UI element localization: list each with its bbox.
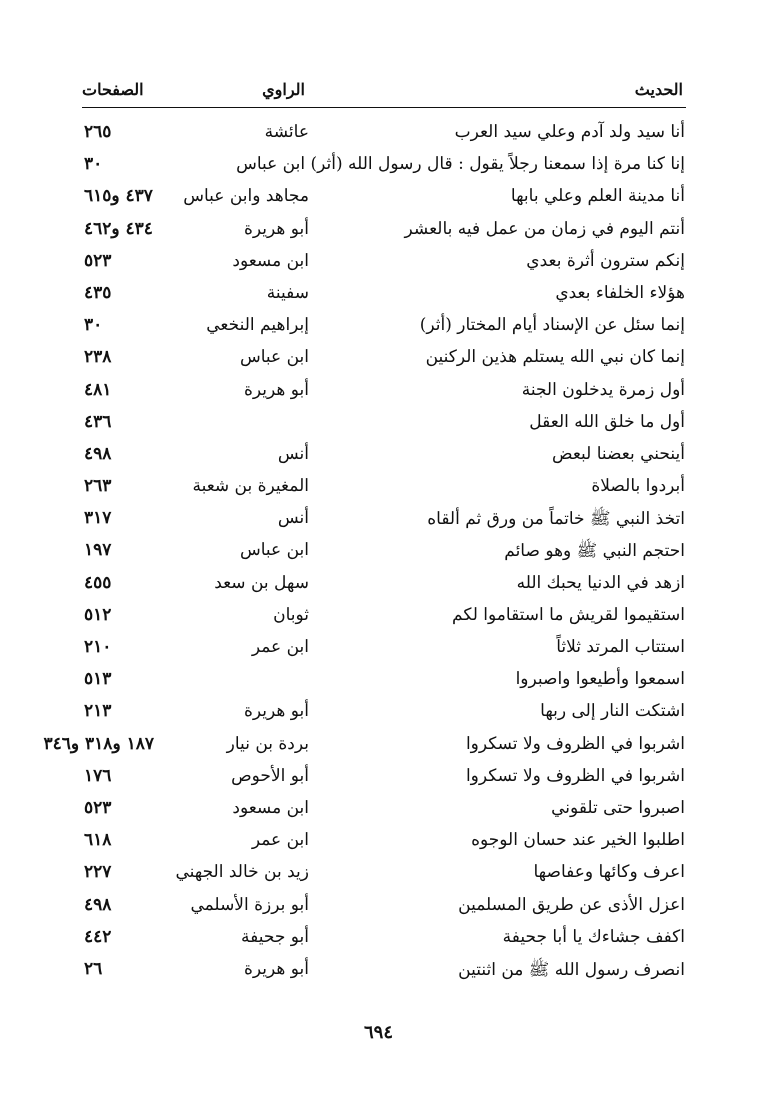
table-row [0,311,757,343]
hadith-text: إنما سئل عن الإسناد أيام المختار (أثر) [419,315,685,336]
hadith-text: اعرف وكائها وعفاصها [533,862,685,883]
narrator: عائشة [264,122,309,142]
page-refs: ٥١٢ [84,604,112,625]
narrator: ابن مسعود [232,797,309,818]
page-refs: ١٧٦ [84,765,112,786]
narrator: ابن عباس [239,540,309,561]
page-refs: ٤٨١ [84,379,112,400]
page-refs: ٣١٧ [84,508,112,529]
table-row [0,730,757,762]
page-refs: ٤٥٥ [84,572,112,593]
page-refs: ١٩٧ [84,540,112,561]
table-row [0,569,757,601]
hadith-text: اطلبوا الخير عند حسان الوجوه [471,830,685,851]
table-row [0,923,757,955]
page-refs: ٣٠ [84,154,103,175]
page-refs: ٦١٨ [84,830,112,851]
table-row [0,858,757,890]
hadith-text: أنا سيد ولد آدم وعلي سيد العرب [454,122,685,142]
narrator: ابن عمر [251,637,309,657]
hadith-text: أنتم اليوم في زمان من عمل فيه بالعشر [404,218,685,239]
table-row [0,182,757,214]
table-row [0,633,757,665]
hadith-text: إنا كنا مرة إذا سمعنا رجلاً يقول : قال رسول الله (أثر) ابن عباس [236,154,685,175]
table-row [0,536,757,568]
header-rawi: الراوي [262,80,305,99]
hadith-text: اصبروا حتى تلقوني [551,797,685,818]
table-row [0,408,757,440]
table-row [0,826,757,858]
narrator: مجاهد وابن عباس [183,186,309,207]
narrator: سفينة [266,282,309,303]
narrator: أبو هريرة [243,379,309,400]
page-refs: ٤٣٦ [84,411,112,432]
narrator: بردة بن نيار [226,733,309,754]
narrator: ثوبان [273,604,309,625]
page-refs: ١٨٧ و٣١٨ و٣٤٦ [43,733,154,754]
hadith-text: إنكم سترون أثرة بعدي [526,250,685,271]
page-refs: ٢٦٣ [84,476,112,497]
narrator: أبو جحيفة [241,926,309,947]
header-rule [82,107,686,108]
narrator: أنس [277,443,309,464]
narrator: أبو هريرة [243,218,309,239]
table-row [0,150,757,182]
page-refs: ٤٣٥ [84,282,112,303]
narrator: المغيرة بن شعبة [192,476,309,497]
table-row [0,247,757,279]
hadith-text: أينحني بعضنا لبعض [552,443,685,464]
table-row [0,891,757,923]
narrator: أبو هريرة [243,958,309,979]
table-row [0,440,757,472]
table-row [0,472,757,504]
page-refs: ٤٣٧ و٦١٥ [84,186,153,207]
hadith-text: أول زمرة يدخلون الجنة [521,379,685,400]
table-row [0,955,757,987]
hadith-text: أبردوا بالصلاة [591,476,685,497]
narrator: أبو برزة الأسلمي [190,894,309,915]
page-refs: ٣٠ [84,315,103,336]
table-row [0,279,757,311]
page-refs: ٢٦ [84,958,103,979]
table-row [0,601,757,633]
hadith-text: أنا مدينة العلم وعلي بابها [510,186,685,207]
hadith-index-table [0,118,757,987]
page-refs: ٤٤٢ [84,926,112,947]
hadith-text: إنما كان نبي الله يستلم هذين الركنين [425,347,685,368]
table-row [0,762,757,794]
table-row [0,118,757,150]
page-number: ٦٩٤ [363,1022,393,1043]
narrator: أبو الأحوص [231,765,309,786]
table-row [0,665,757,697]
header-hadith: الحديث [634,80,683,99]
header-pages: الصفحات [82,80,144,99]
hadith-text: هؤلاء الخلفاء بعدي [555,282,685,303]
hadith-text: اشربوا في الظروف ولا تسكروا [465,733,685,754]
page-refs: ٤٣٤ و٤٦٢ [84,218,153,239]
table-row [0,376,757,408]
page-refs: ٢٣٨ [84,347,112,368]
page-refs: ٤٩٨ [84,443,112,464]
hadith-text: اشتكت النار إلى ربها [540,701,685,722]
hadith-text: استتاب المرتد ثلاثاً [556,637,685,657]
table-row [0,697,757,729]
hadith-text: اسمعوا وأطيعوا واصبروا [515,669,685,690]
page-refs: ٢٦٥ [84,122,112,142]
hadith-text: اشربوا في الظروف ولا تسكروا [465,765,685,786]
narrator: زيد بن خالد الجهني [175,862,309,883]
hadith-text: اكفف جشاءك يا أبا جحيفة [502,926,685,947]
page-refs: ٥٢٣ [84,250,112,271]
narrator: ابن عمر [251,830,309,851]
page-refs: ٢١٣ [84,701,112,722]
narrator: إبراهيم النخعي [206,315,309,336]
page-refs: ٢١٠ [84,637,112,657]
hadith-text: انصرف رسول الله ﷺ من اثنتين [458,959,685,980]
narrator: سهل بن سعد [214,572,309,593]
hadith-text: استقيموا لقريش ما استقاموا لكم [452,604,685,625]
page-refs: ٢٢٧ [84,862,112,883]
page-refs: ٥١٣ [84,669,112,690]
table-row [0,794,757,826]
narrator: أبو هريرة [243,701,309,722]
narrator: ابن مسعود [232,250,309,271]
page-refs: ٥٢٣ [84,797,112,818]
hadith-text: احتجم النبي ﷺ وهو صائم [504,541,685,562]
table-row [0,215,757,247]
narrator: أنس [277,508,309,529]
hadith-text: أول ما خلق الله العقل [529,411,685,432]
table-row [0,504,757,536]
page-refs: ٤٩٨ [84,894,112,915]
hadith-text: اتخذ النبي ﷺ خاتماً من ورق ثم ألقاه [427,509,685,530]
table-row [0,343,757,375]
hadith-text: ازهد في الدنيا يحبك الله [516,572,685,593]
table-header [0,76,757,106]
narrator: ابن عباس [239,347,309,368]
hadith-text: اعزل الأذى عن طريق المسلمين [458,894,685,915]
